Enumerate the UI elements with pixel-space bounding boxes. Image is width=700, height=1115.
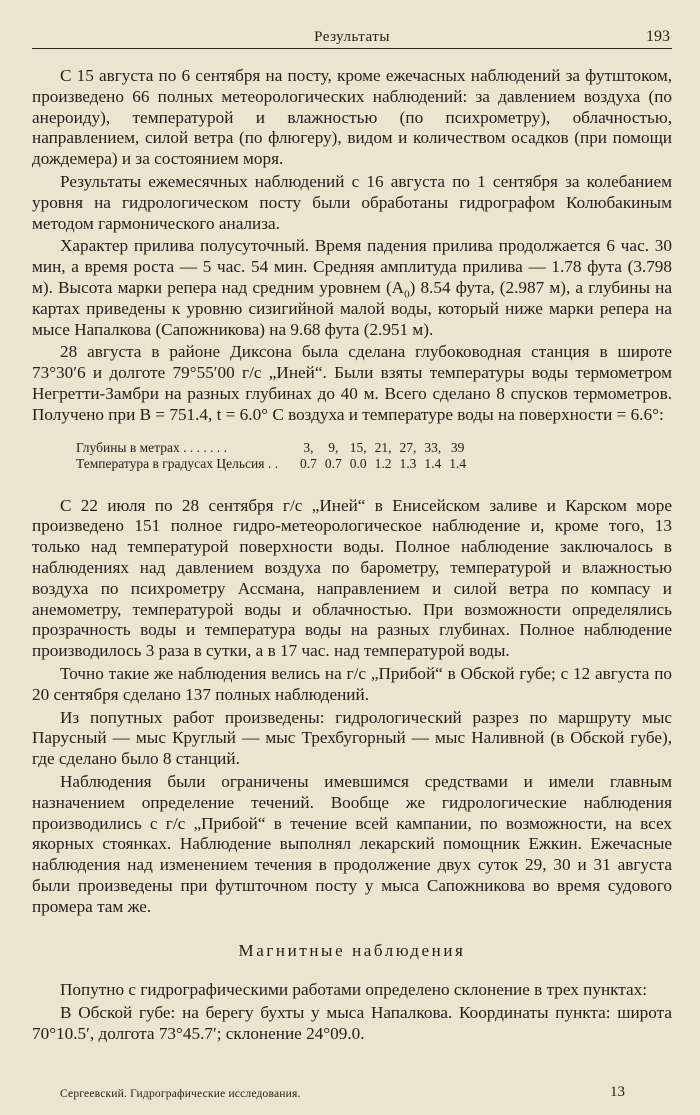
- temp-cell: 0.0: [349, 455, 367, 471]
- paragraph-ob-bay-point: В Обской губе: на берегу бухты у мыса Напалкова. Координаты пункта: широта 70°10.5′, долгота 73°45.7′; склонение 24°09.0.: [32, 1003, 672, 1043]
- temp-cell: 0.7: [299, 455, 317, 471]
- depth-cell: 33,: [424, 439, 442, 455]
- temps-label: Температура в градусах Цельсия . .: [76, 455, 278, 471]
- tide-text-b: ) 8.54 фута, (2.987 м), а глубины на картах приведены к уровню сизигийной малой воды, который ниже марки репера на мысе Напалкова (Сапожникова) на 9.68 фута (2.951 м).: [32, 277, 672, 339]
- header-title: Результаты: [314, 29, 390, 45]
- tide-text-a: Характер прилива полусуточный. Время падения прилива продолжается 6 час. 30 мин, а время роста — 5 час. 54 мин. Средняя амплитуда прилива — 1.78 фута (3.798 м). Высота марки репера над средним уровнем (A: [32, 236, 672, 297]
- temp-cell: 1.3: [399, 455, 417, 471]
- paragraph-met-observations: С 15 августа по 6 сентября на посту, кроме ежечасных наблюдений за футштоком, произведено 66 полных метеорологических наблюдений: за давлением воздуха (по анероиду), температурой и влажностью (по психрометру), облачностью, направлением, силой ветра (по флюгеру), видом и количеством осадков (при помощи дождемера) и за состоянием моря.: [32, 66, 672, 169]
- depth-cell: 39: [450, 439, 465, 455]
- paragraph-priboy-observations: Точно такие же наблюдения велись на г/с „Прибой“ в Обской губе; с 12 августа по 20 сентября сделано 137 полных наблюдений.: [32, 663, 672, 704]
- running-header: [32, 26, 672, 49]
- table-row-temps: [76, 456, 470, 472]
- depth-temperature-table: [76, 440, 470, 472]
- signature-mark: 13: [610, 1084, 625, 1100]
- temp-cell: 1.4: [424, 455, 442, 471]
- paragraph-current-observations: Наблюдения были ограничены имевшимся средствами и имели главным назначением определение течений. Вообще же гидрологические наблюдения производились с г/с „Прибой“ в течение всей кампании, по возможности, на всех якорных стоянках. Наблюдение выполнял лекарский помощник Ежкин. Ежечасные наблюдения над изменением течения в продолжение двух суток 29, 30 и 31 августа были произведены при футшточном посту у мыса Сапожникова во время судового промера там же.: [32, 771, 672, 916]
- paragraph-side-works: Из попутных работ произведены: гидрологический разрез по маршруту мыс Парусный — мыс Круглый — мыс Трехбугорный — мыс Наливной (в Обской губе), где сделано было 8 станций.: [32, 707, 672, 769]
- paragraph-tide-character: [32, 236, 672, 340]
- depth-cell: 9,: [328, 439, 339, 455]
- depth-cell: 27,: [399, 439, 417, 455]
- paragraph-monthly-results: Результаты ежемесячных наблюдений с 16 августа по 1 сентября за колебанием уровня на гидрологическом посту были обработаны гидрографом Колюбакиным методом гармонического анализа.: [32, 171, 672, 233]
- paragraph-iney-observations: С 22 июля по 28 сентября г/с „Иней“ в Енисейском заливе и Карском море произведено 151 полное гидро-метеорологическое наблюдение и, кроме того, 13 только над температурой поверхности воды. Полное наблюдение заключалось в наблюдениях над давлением воздуха по барометру, температурой и влажностью воздуха по психрометру Ассмана, направлением и силой ветра по компасу и анемометру, температурой воды и облачностью. При возможности определялись прозрачность воды и температура воды на разных глубинах. Полное наблюдение производилось 3 раза в сутки, а в 17 час. над температурой воды.: [32, 495, 672, 661]
- temp-cell: 1.2: [374, 455, 392, 471]
- body-text: [32, 66, 672, 1047]
- table-row-depths: [76, 440, 470, 456]
- paragraph-deep-station: 28 августа в районе Диксона была сделана глубоководная станция в широте 73°30′6 и долготе 79°55′00 г/с „Иней“. Были взяты температуры воды термометром Негретти-Замбри на разных глубинах до 40 м. Всего сделано 8 спусков термометров. Получено при B = 751.4, t = 6.0° С воздуха и температуре воды на поверхности = 6.6°:: [32, 342, 672, 424]
- paragraph-declination-intro: Попутно с гидрографическими работами определено склонение в трех пунктах:: [60, 980, 648, 1000]
- depths-label: Глубины в метрах . . . . . . .: [76, 439, 227, 455]
- depth-cell: 3,: [303, 439, 314, 455]
- section-title: Магнитные наблюдения: [238, 941, 466, 961]
- tide-subscript: 0: [404, 288, 410, 301]
- temp-cell: 1.4: [449, 455, 467, 471]
- footer-text: Сергеевский. Гидрографические исследования.: [60, 1088, 301, 1100]
- page-number: 193: [646, 28, 670, 45]
- temp-cell: 0.7: [324, 455, 342, 471]
- depth-cell: 15,: [349, 439, 367, 455]
- depth-cell: 21,: [374, 439, 392, 455]
